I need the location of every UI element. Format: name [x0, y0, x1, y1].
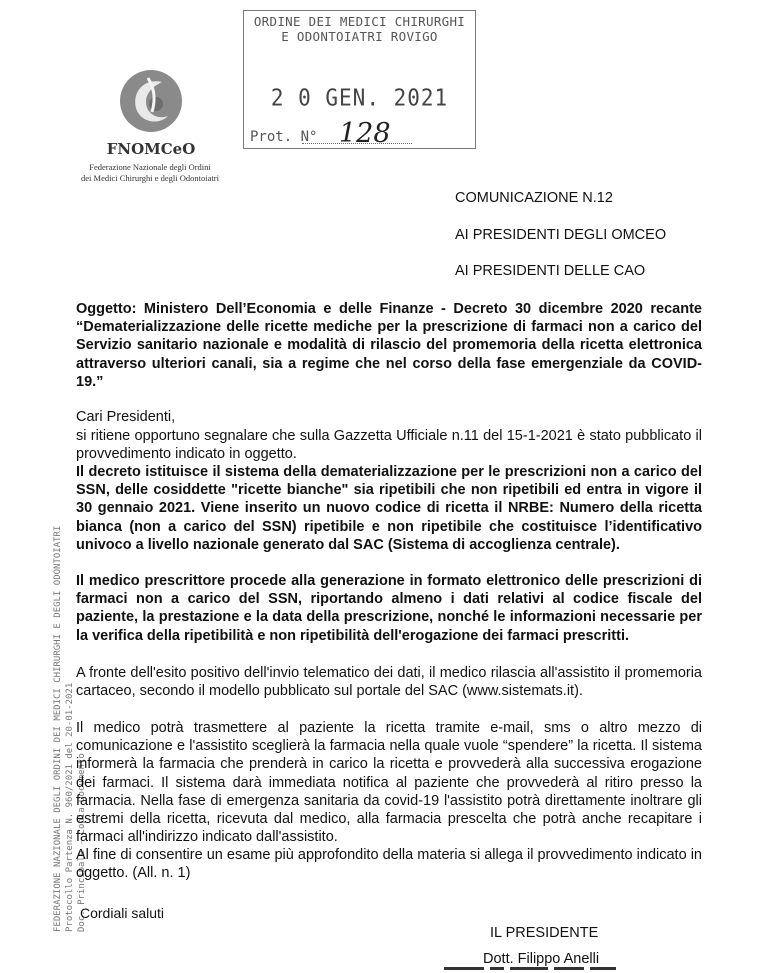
- signature-title: IL PRESIDENTE: [490, 925, 599, 941]
- recipient-omceo: AI PRESIDENTI DEGLI OMCEO: [455, 227, 667, 243]
- stamp-protocol-number: 128: [339, 118, 391, 149]
- subject: Oggetto: Ministero Dell’Economia e delle Finanze - Decreto 30 dicembre 2020 recante “Dematerializzazione delle ricette mediche per la prescrizione di farmaci non a carico del Servizio sanitario nazionale e modalità di rilascio del promemoria della ricetta elettronica attraverso ulteriori canali, sia a regime che nel corso della fase emergenziale da COVID-19.”: [76, 301, 702, 390]
- logo-name: FNOMCeO: [106, 140, 196, 158]
- side-stamp-line1: FEDERAZIONE NAZIONALE DEGLI ORDINI DEI MEDICI CHIRURGHI E DEGLI ODONTOIATRI: [53, 525, 63, 932]
- paragraph-6: Al fine di consentire un esame più approfondito della materia si allega il provvedimento indicato in oggetto. (All. n. 1): [76, 847, 702, 882]
- closing: Cordiali saluti: [80, 905, 165, 921]
- recipient-cao: AI PRESIDENTI DELLE CAO: [455, 263, 646, 279]
- fnomceo-logo-icon: [118, 68, 184, 134]
- paragraph-4: A fronte dell'esito positivo dell'invio telematico dei dati, il medico rilascia all'assistito il promemoria cartaceo, secondo il modello pubblicato sul portale del SAC (www.sistemats.it).: [76, 665, 702, 700]
- greeting: Cari Presidenti,: [76, 409, 176, 425]
- communication-number: COMUNICAZIONE N.12: [455, 190, 613, 206]
- stamp-organization: [244, 14, 475, 44]
- cut-off-text-line: [444, 967, 624, 973]
- stamp-date: 2 0 GEN. 2021: [270, 84, 449, 112]
- stamp-prot-label: Prot. N°: [250, 129, 318, 145]
- paragraph-1: si ritiene opportuno segnalare che sulla Gazzetta Ufficiale n.11 del 15-1-2021 è stato pubblicato il provvedimento indicato in oggetto.: [76, 428, 702, 463]
- logo-subtitle-line1: Federazione Nazionale degli Ordini: [89, 162, 211, 172]
- protocol-stamp: [243, 10, 476, 149]
- stamp-org-line2: E ODONTOIATRI ROVIGO: [281, 29, 438, 44]
- side-stamp-line2: Protocollo Partenza N. 960/2021 del 20-01-2021: [65, 682, 75, 932]
- side-stamp-line3: Doc. Principale - Copia Documento: [77, 753, 87, 932]
- stamp-org-line1: ORDINE DEI MEDICI CHIRURGHI: [253, 14, 466, 29]
- paragraph-5: Il medico potrà trasmettere al paziente la ricetta tramite e-mail, sms o altro mezzo di comunicazione e l'assistito sceglierà la farmacia nella quale vuole “spendere” la ricetta. Il sistema informerà la farmacia che prenderà in carico la ricetta e provvederà alla successiva erogazione dei farmaci. Il sistema darà immediata notifica al paziente che provvederà al ritiro presso la farmacia. Nella fase di emergenza sanitaria da covid-19 l'assistito potrà direttamente inoltrare gli estremi della ricetta, ricevuta dal medico, alla farmacia prescelta che potrà anche recapitare i farmaci all'indirizzo indicato dall'assistito.: [76, 720, 702, 846]
- signature-name: Dott. Filippo Anelli: [483, 951, 600, 967]
- logo-subtitle: [50, 162, 250, 184]
- paragraph-2: Il decreto istituisce il sistema della dematerializzazione per le prescrizioni non a carico del SSN, delle cosiddette "ricette bianche" sia ripetibili che non ripetibili ed entra in vigore il 30 gennaio 2021. Viene inserito un nuovo codice di ricetta il NRBE: Numero della ricetta bianca (non a carico del SSN) ripetibile e non ripetibile che costituisce l’identificativo univoco a livello nazionale generato dal SAC (Sistema di accoglienza centrale).: [76, 464, 702, 553]
- paragraph-3: Il medico prescrittore procede alla generazione in formato elettronico delle prescrizioni di farmaci non a carico del SSN, riportando almeno i dati relativi al codice fiscale del paziente, la prestazione e la data della prescrizione, nonché le informazioni necessarie per la verifica della ripetibilità e non ripetibilità dell'erogazione dei farmaci prescritti.: [76, 573, 702, 644]
- logo-subtitle-line2: dei Medici Chirurghi e degli Odontoiatri: [81, 173, 219, 183]
